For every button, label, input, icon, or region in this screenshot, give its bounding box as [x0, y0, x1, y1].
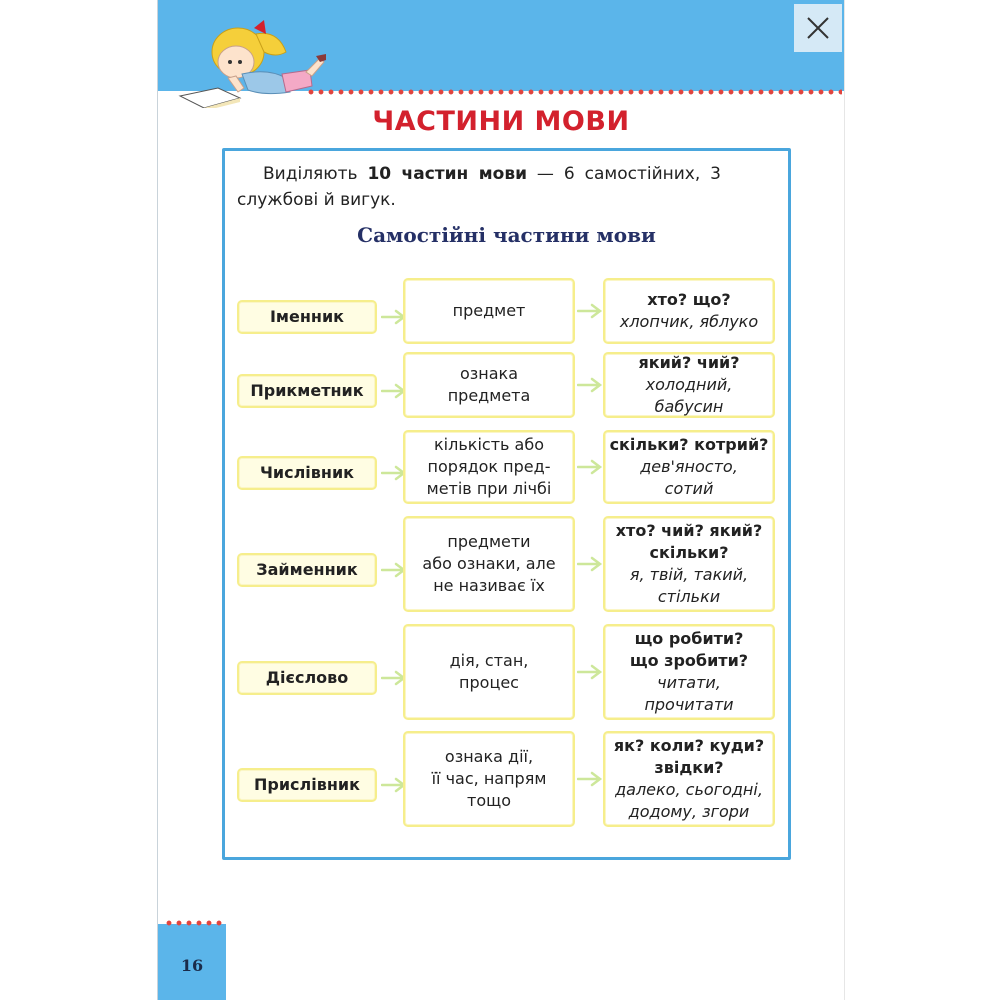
- example-line: я, твій, такий,: [629, 565, 749, 584]
- example-line: читати,: [657, 673, 721, 692]
- question-line: що робити?: [634, 629, 744, 648]
- question-line: який? чий?: [638, 353, 740, 372]
- content-frame: [222, 148, 791, 860]
- example-line: прочитати: [644, 695, 734, 714]
- questions-box: [603, 516, 775, 612]
- questions-box: [603, 278, 775, 344]
- intro-before: Виділяють: [263, 164, 368, 184]
- intro-bold: 10 частин мови: [367, 164, 527, 184]
- intro-after: — 6 самостійних, 3 службові й вигук.: [237, 164, 721, 210]
- meaning-box: [403, 430, 575, 504]
- part-of-speech-label: Числівник: [259, 463, 355, 482]
- part-of-speech-label: Прислівник: [254, 775, 360, 794]
- meaning-line: кількість або: [434, 435, 544, 454]
- meaning-line: метів при лічбі: [426, 479, 552, 498]
- part-of-speech-name: [237, 374, 377, 408]
- dotted-divider: [306, 89, 842, 95]
- meaning-line: ознака дії,: [444, 747, 534, 766]
- question-line: хто? чий? який?: [615, 521, 763, 540]
- meaning-line: ознака: [459, 364, 519, 383]
- example-line: далеко, сьогодні,: [615, 780, 763, 799]
- meaning-box: [403, 624, 575, 720]
- meaning-line: предмета: [447, 386, 531, 405]
- example-line: сотий: [664, 479, 714, 498]
- close-button[interactable]: [794, 4, 842, 52]
- page-title: ЧАСТИНИ МОВИ: [372, 106, 630, 137]
- arrow-right-icon: [577, 771, 603, 787]
- part-of-speech-name: [237, 661, 377, 695]
- part-of-speech-label: Іменник: [269, 307, 345, 326]
- meaning-line: порядок пред-: [427, 457, 551, 476]
- question-line: як? коли? куди?: [613, 736, 765, 755]
- arrow-right-icon: [577, 556, 603, 572]
- meaning-line: предмет: [452, 301, 526, 320]
- meaning-line: її час, напрям: [431, 769, 547, 788]
- meaning-line: або ознаки, але: [422, 554, 556, 573]
- meaning-box: [403, 516, 575, 612]
- question-line: що зробити?: [629, 651, 749, 670]
- questions-box: [603, 624, 775, 720]
- part-of-speech-name: [237, 553, 377, 587]
- part-of-speech-label: Дієслово: [265, 668, 349, 687]
- meaning-line: дія, стан,: [449, 651, 529, 670]
- question-line: скільки? котрий?: [609, 435, 769, 454]
- example-line: додому, згори: [628, 802, 750, 821]
- page-number: 16: [180, 956, 204, 975]
- meaning-box: [403, 731, 575, 827]
- example-line: хлопчик, яблуко: [619, 312, 759, 331]
- arrow-right-icon: [577, 664, 603, 680]
- part-of-speech-name: [237, 300, 377, 334]
- question-line: хто? що?: [647, 290, 731, 309]
- part-of-speech-label: Займенник: [256, 560, 358, 579]
- example-line: дев'яносто,: [640, 457, 738, 476]
- intro-text: [237, 161, 721, 213]
- question-line: звідки?: [654, 758, 724, 777]
- arrow-right-icon: [577, 303, 603, 319]
- questions-box: [603, 430, 775, 504]
- part-of-speech-name: [237, 768, 377, 802]
- questions-box: [603, 352, 775, 418]
- close-icon: [805, 15, 831, 41]
- girl-reading-illustration: [178, 12, 328, 108]
- questions-box: [603, 731, 775, 827]
- part-of-speech-name: [237, 456, 377, 490]
- example-line: стільки: [657, 587, 721, 606]
- meaning-box: [403, 352, 575, 418]
- meaning-line: процес: [459, 673, 519, 692]
- arrow-right-icon: [577, 459, 603, 475]
- arrow-right-icon: [577, 377, 603, 393]
- part-of-speech-label: Прикметник: [250, 381, 364, 400]
- book-page: [157, 0, 845, 1000]
- meaning-box: [403, 278, 575, 344]
- example-line: бабусин: [654, 397, 724, 416]
- example-line: холодний,: [645, 375, 733, 394]
- question-line: скільки?: [649, 543, 729, 562]
- meaning-line: тощо: [467, 791, 511, 810]
- section-subtitle: Самостійні частини мови: [357, 223, 656, 247]
- dotted-divider-bottom: [164, 920, 226, 926]
- meaning-line: предмети: [447, 532, 531, 551]
- meaning-line: не називає їх: [433, 576, 545, 595]
